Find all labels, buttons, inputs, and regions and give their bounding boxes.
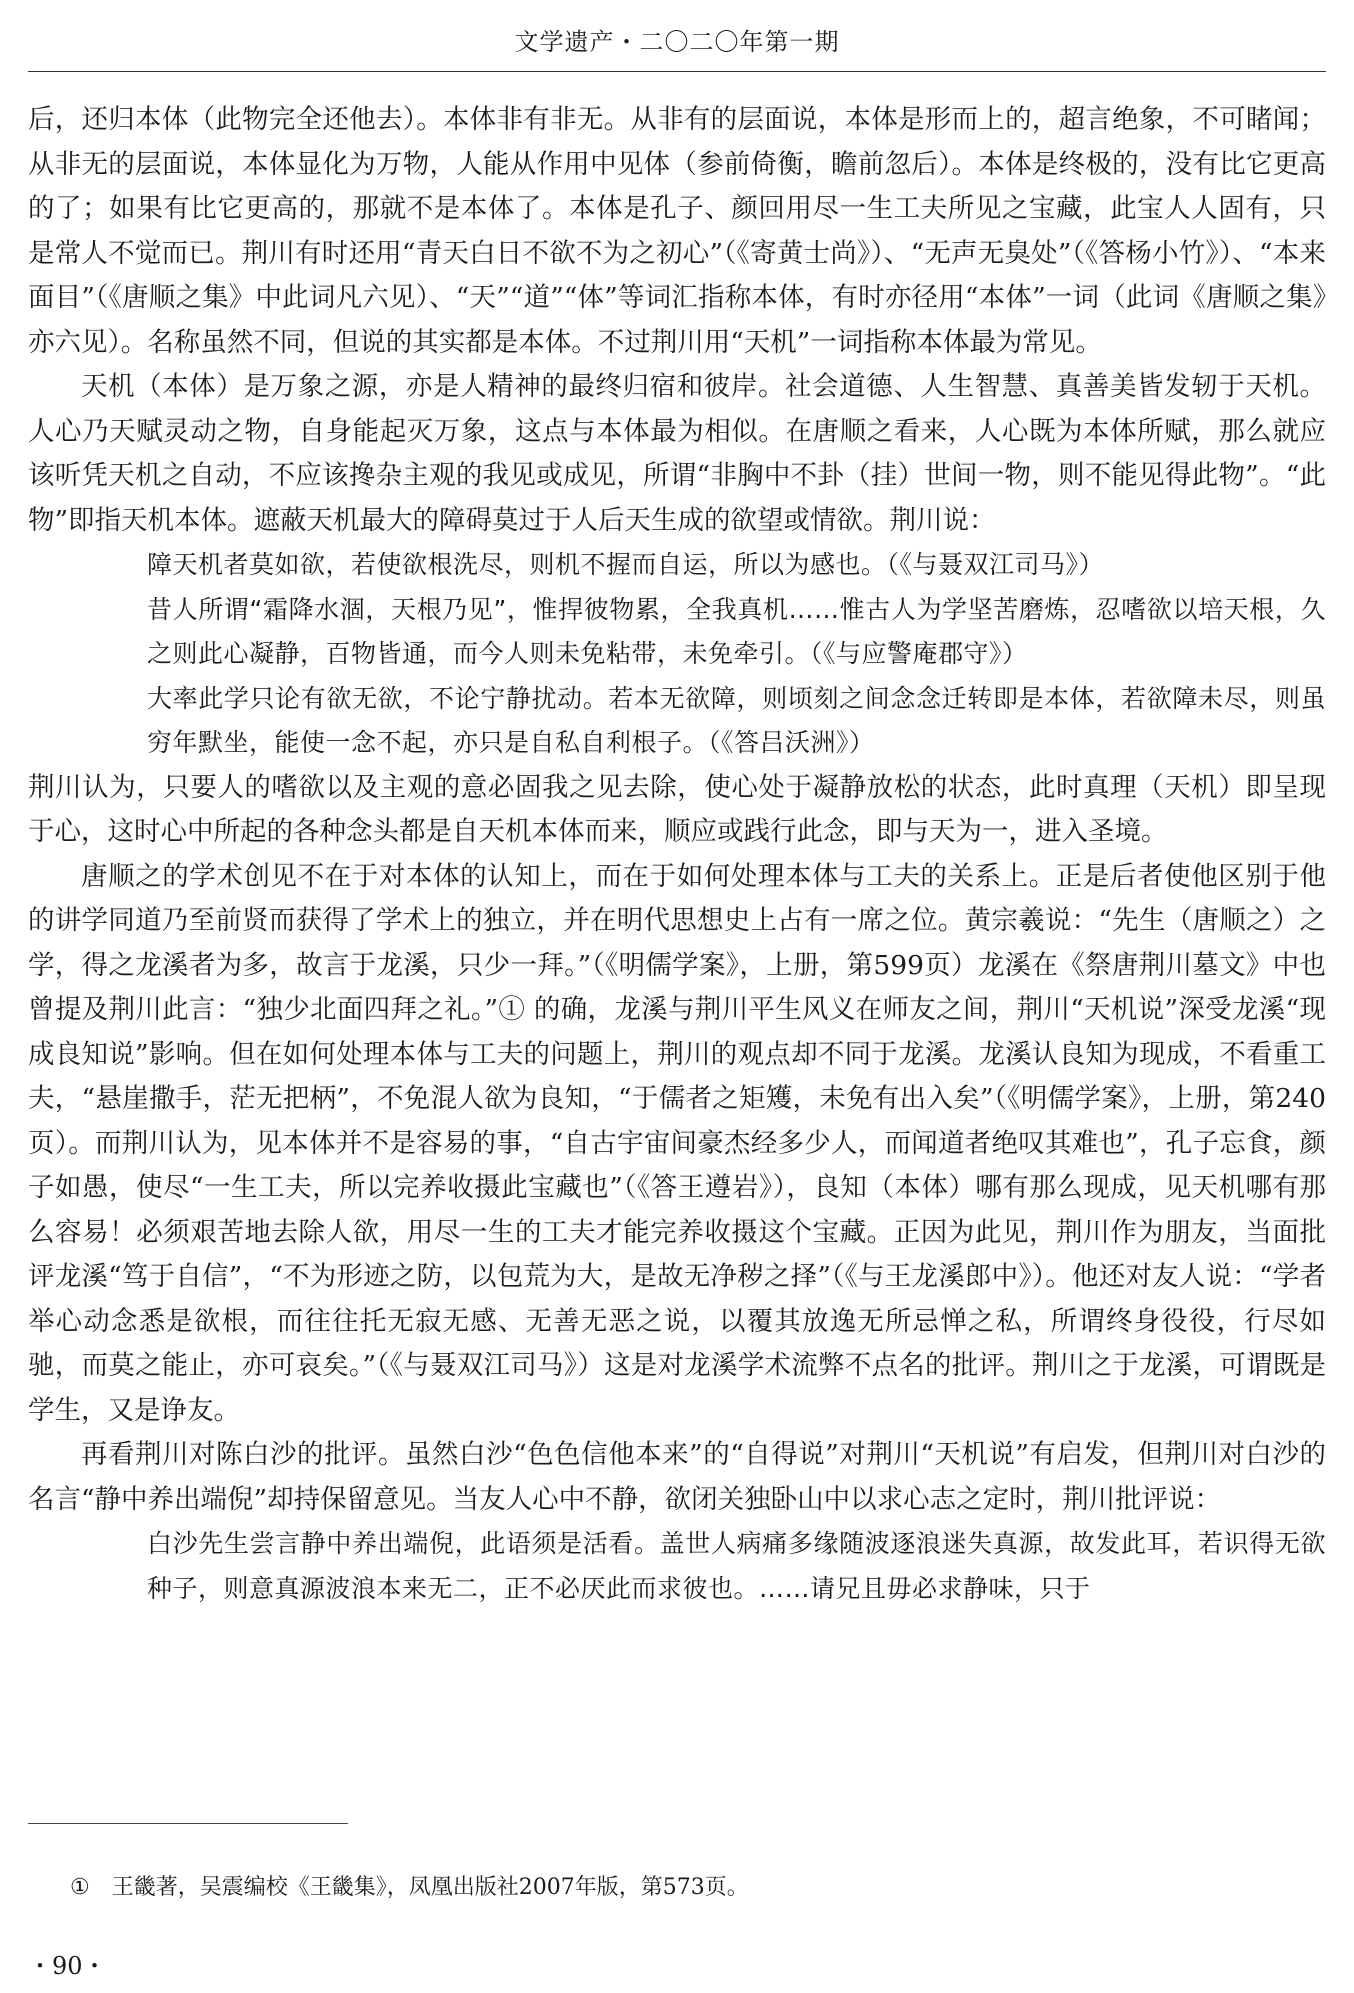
paragraph: 天机（本体）是万象之源，亦是人精神的最终归宿和彼岸。社会道德、人生智慧、真善美皆发轫于天机。人心乃天赋灵动之物，自身能起灭万象，这点与本体最为相似。在唐顺之看来，人心既为本体所赋，那么就应该听凭天机之自动，不应该搀杂主观的我见或成见，所谓“非胸中不卦（挂）世间一物，则不能见得此物”。“此物”即指天机本体。遮蔽天机最大的障碍莫过于人后天生成的欲望或情欲。荆川说：	[28, 371, 1326, 536]
running-header	[28, 22, 1326, 72]
article-body	[28, 98, 1326, 1611]
block-quote	[28, 588, 1326, 677]
block-quote	[28, 677, 1326, 766]
quote-text: 昔人所谓“霜降水涸，天根乃见”，惟捍彼物累，全我真机……惟古人为学坚苦磨炼，忍嗜欲以培天根，久之则此心凝静，百物皆通，而今人则未免粘带，未免牵引。	[147, 594, 1326, 668]
quote-text: 白沙先生尝言静中养出端倪，此语须是活看。盖世人病痛多缘随波逐浪迷失真源，故发此耳，若识得无欲种子，则意真源波浪本来无二，正不必厌此而求彼也。……请兄且毋必求静味，只于	[147, 1529, 1326, 1603]
quote-source: （《与聂双江司马》）	[886, 550, 1105, 579]
block-quote	[28, 543, 1326, 588]
paragraph: 后，还归本体（此物完全还他去）。本体非有非无。从非有的层面说，本体是形而上的，超言绝象，不可睹闻；从非无的层面说，本体显化为万物，人能从作用中见体（参前倚衡，瞻前忽后）。本体是终极的，没有比它更高的了；如果有比它更高的，那就不是本体了。本体是孔子、颜回用尽一生工夫所见之宝藏，此宝人人固有，只是常人不觉而已。荆川有时还用“青天白日不欲不为之初心”（《寄黄士尚》）、“无声无臭处”（《答杨小竹》）、“本来面目”（《唐顺之集》中此词凡六见）、“天”“道”“体”等词汇指称本体，有时亦径用“本体”一词（此词《唐顺之集》亦六见）。名称虽然不同，但说的其实都是本体。不过荆川用“天机”一词指称本体最为常见。	[28, 104, 1326, 358]
page-number: ・90・	[28, 1952, 107, 1980]
quote-source: （《答吕沃洲》）	[708, 728, 875, 757]
paragraph: 唐顺之的学术创见不在于对本体的认知上，而在于如何处理本体与工夫的关系上。正是后者使他区别于他的讲学同道乃至前贤而获得了学术上的独立，并在明代思想史上占有一席之位。黄宗羲说：“先生（唐顺之）之学，得之龙溪者为多，故言于龙溪，只少一拜。”（《明儒学案》，上册，第599页）龙溪在《祭唐荆川墓文》中也曾提及荆川此言：“独少北面四拜之礼。”① 的确，龙溪与荆川平生风义在师友之间，荆川“天机说”深受龙溪“现成良知说”影响。但在如何处理本体与工夫的问题上，荆川的观点却不同于龙溪。龙溪认良知为现成，不看重工夫，“悬崖撒手，茫无把柄”，不免混人欲为良知，“于儒者之矩矱，未免有出入矣”（《明儒学案》，上册，第240页）。而荆川认为，见本体并不是容易的事，“自古宇宙间豪杰经多少人，而闻道者绝叹其难也”，孔子忘食，颜子如愚，使尽“一生工夫，所以完养收摄此宝藏也”（《答王遵岩》），良知（本体）哪有那么现成，见天机哪有那么容易！必须艰苦地去除人欲，用尽一生的工夫才能完养收摄这个宝藏。正因为此见，荆川作为朋友，当面批评龙溪“笃于自信”，“不为形迹之防，以包荒为大，是故无净秽之择”（《与王龙溪郎中》）。他还对友人说：“学者举心动念悉是欲根，而往往托无寂无感、无善无恶之说，以覆其放逸无所忌惮之私，所谓终身役役，行尽如驰，而莫之能止，亦可哀矣。”（《与聂双江司马》）这是对龙溪学术流弊不点名的批评。荆川之于龙溪，可谓既是学生，又是诤友。	[28, 860, 1326, 1426]
paragraph: 荆川认为，只要人的嗜欲以及主观的意必固我之见去除，使心处于凝静放松的状态，此时真理（天机）即呈现于心，这时心中所起的各种念头都是自天机本体而来，顺应或践行此念，即与天为一，进入圣境。	[28, 771, 1326, 847]
running-title: 文学遗产・二〇二〇年第一期	[514, 28, 840, 56]
footnote-text: 王畿著，吴震编校《王畿集》，凤凰出版社2007年版，第573页。	[111, 1875, 749, 1900]
quote-source: （《与应警庵郡守》）	[810, 639, 1028, 668]
footnote	[70, 1873, 749, 1903]
paragraph: 再看荆川对陈白沙的批评。虽然白沙“色色信他本来”的“自得说”对荆川“天机说”有启发，但荆川对白沙的名言“静中养出端倪”却持保留意见。当友人心中不静，欲闭关独卧山中以求心志之定时，荆川批评说：	[28, 1439, 1326, 1515]
quote-text: 大率此学只论有欲无欲，不论宁静扰动。若本无欲障，则顷刻之间念念迁转即是本体，若欲障未尽，则虽穷年默坐，能使一念不起，亦只是自私自利根子。	[147, 683, 1326, 757]
footnote-divider	[28, 1823, 348, 1824]
block-quote	[28, 1522, 1326, 1611]
quote-text: 障天机者莫如欲，若使欲根洗尽，则机不握而自运，所以为感也。	[147, 550, 887, 579]
footnote-mark: ①	[70, 1875, 90, 1900]
